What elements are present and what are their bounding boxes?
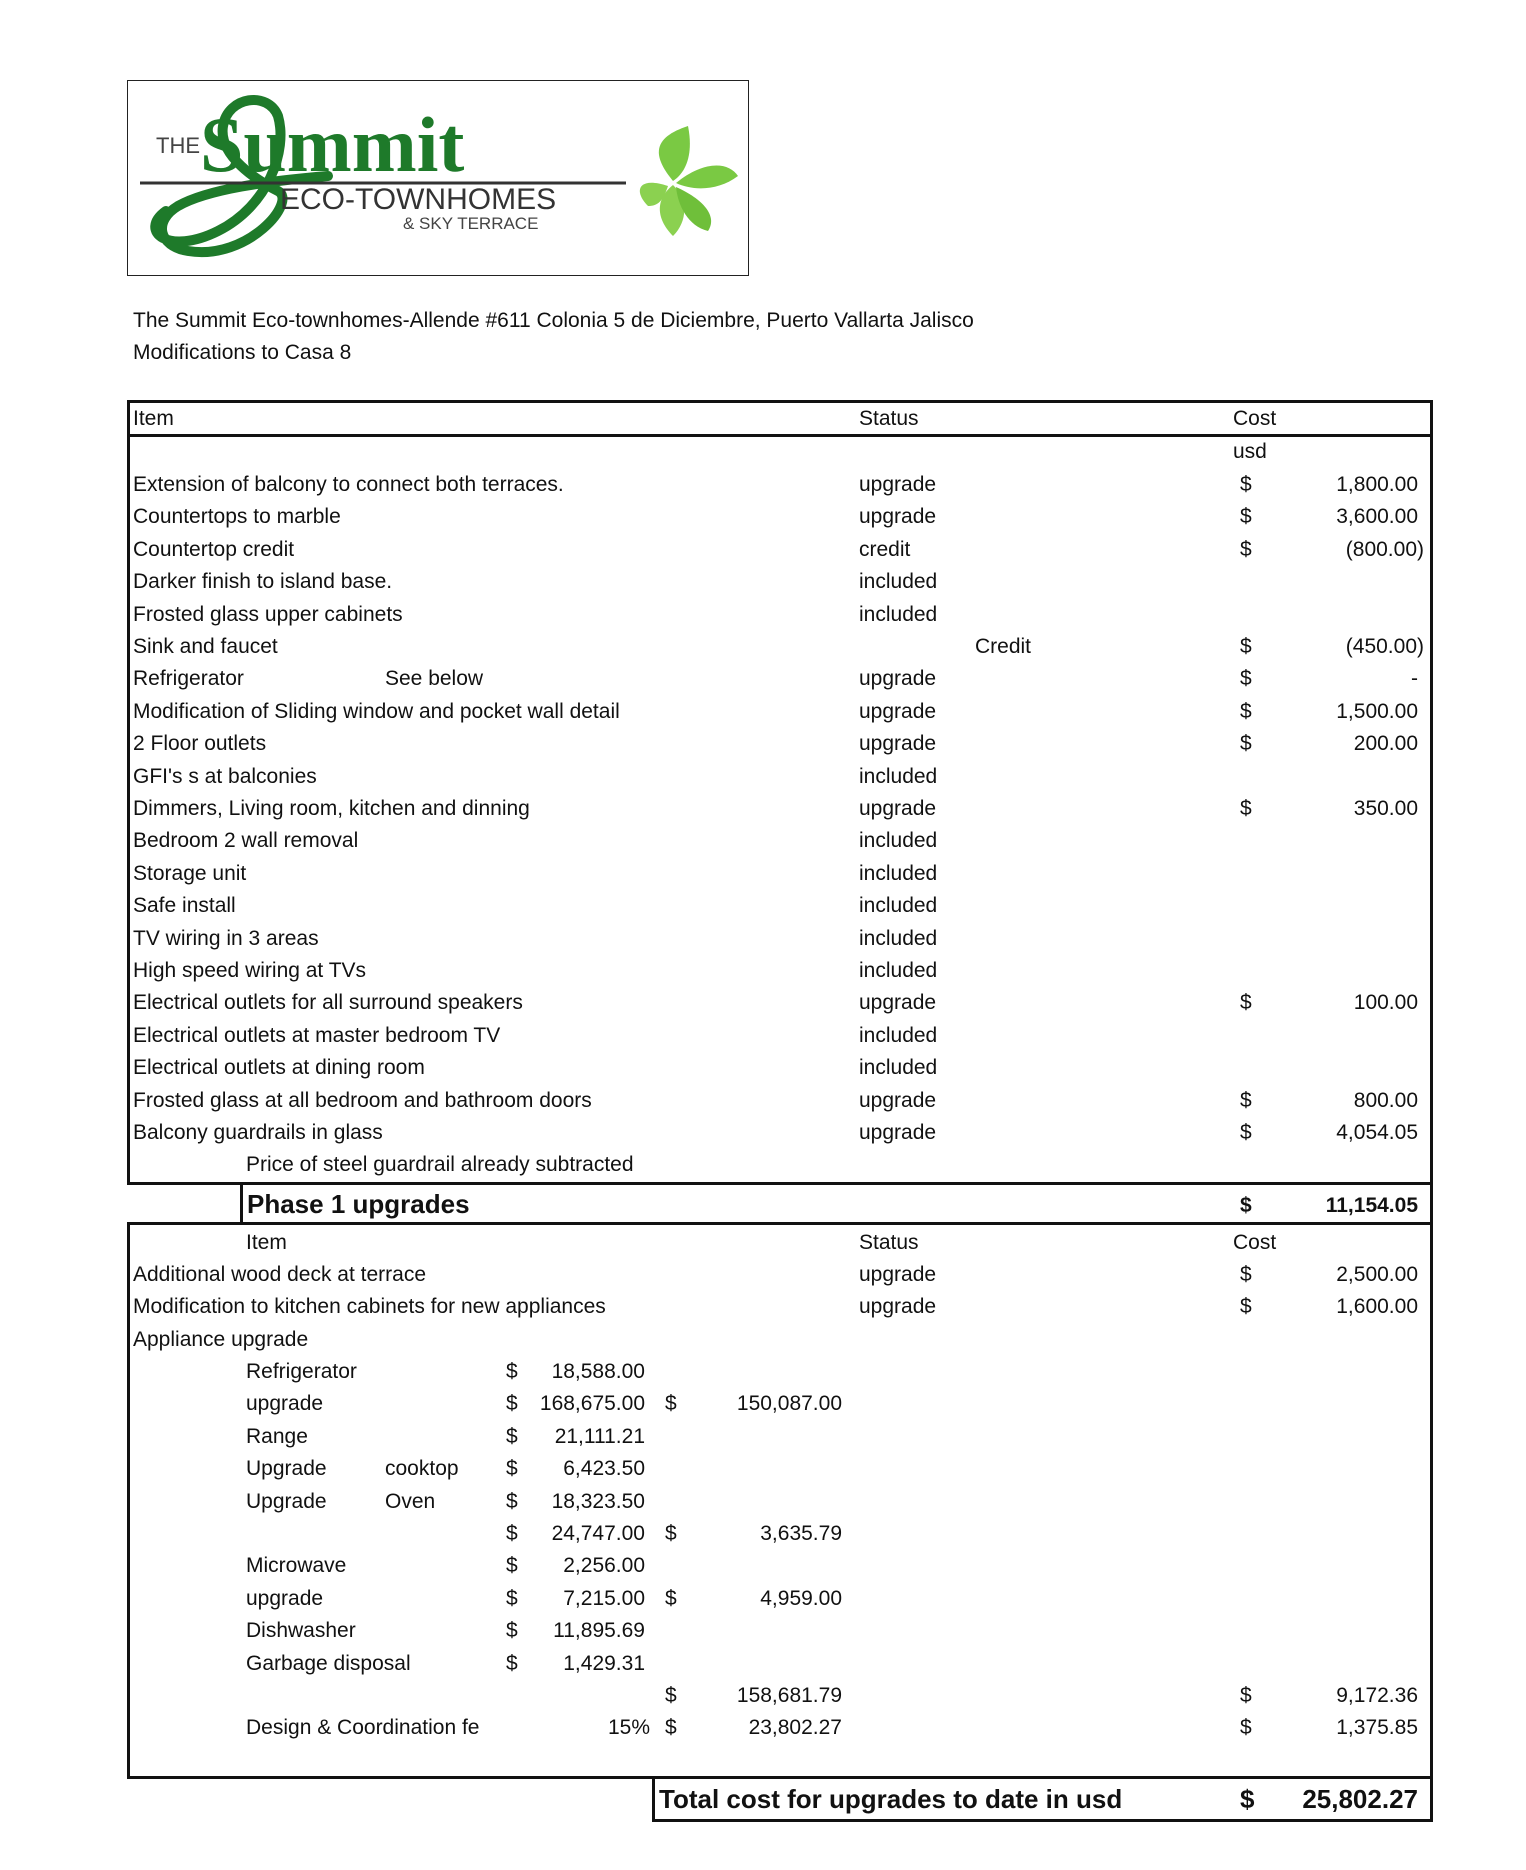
- row-currency: $: [1240, 797, 1252, 820]
- address-line: The Summit Eco-townhomes-Allende #611 Colonia 5 de Diciembre, Puerto Vallarta Jalisco: [133, 309, 974, 332]
- row-item: Balcony guardrails in glass: [133, 1121, 383, 1144]
- logo-summit: Summit: [200, 101, 465, 188]
- appliance-subtotal-amount: 158,681.79: [736, 1684, 842, 1707]
- row-item: TV wiring in 3 areas: [133, 926, 319, 950]
- appliance-price: 11,895.69: [553, 1619, 645, 1643]
- appliance-diff: 150,087.00: [736, 1392, 842, 1416]
- row-status: included: [859, 1056, 938, 1080]
- row-amount: 100.00: [1353, 991, 1418, 1015]
- row-status: included: [859, 1023, 938, 1047]
- appliance-diff: 4,959.00: [760, 1586, 842, 1610]
- appliance-cost-currency: $: [1240, 1684, 1252, 1707]
- design-fee-base-amount: 23,802.27: [748, 1716, 842, 1739]
- appliance-price: 168,675.00: [539, 1392, 645, 1416]
- row-status: included: [859, 602, 938, 626]
- appliance-price: 2,256.00: [563, 1554, 645, 1578]
- row-item: Dimmers, Living room, kitchen and dinning: [133, 797, 530, 820]
- appliance-price-currency: $: [506, 1554, 518, 1578]
- appliance-diff-currency: $: [665, 1392, 677, 1416]
- appliance-cost-amount: 9,172.36: [1336, 1684, 1418, 1707]
- row-status: included: [859, 959, 938, 982]
- appliance-name: Microwave: [246, 1554, 347, 1578]
- row-item: 2 Floor outlets: [133, 732, 267, 756]
- logo-the: THE: [156, 133, 200, 158]
- row-amount: 2,500.00: [1336, 1263, 1418, 1286]
- row-status-note: Credit: [975, 635, 1032, 658]
- cost-unit: usd: [1233, 440, 1267, 463]
- row-status: credit: [859, 537, 911, 561]
- row-status: included: [859, 861, 938, 885]
- row-currency: $: [1240, 473, 1252, 496]
- row-item: Electrical outlets for all surround speakers: [133, 991, 523, 1015]
- row-item: Modification of Sliding window and pocket wall detail: [133, 699, 620, 723]
- design-fee-label: Design & Coordination fe: [246, 1716, 480, 1739]
- row-item: Bedroom 2 wall removal: [133, 829, 359, 853]
- row-item: Frosted glass upper cabinets: [133, 602, 403, 626]
- row-item: Frosted glass at all bedroom and bathroom doors: [133, 1088, 592, 1112]
- appliance-diff: 3,635.79: [760, 1522, 842, 1545]
- appliance-name: Garbage disposal: [246, 1651, 411, 1675]
- row-item: Safe install: [133, 894, 236, 918]
- appliance-price: 18,323.50: [551, 1489, 645, 1513]
- appliance-subtype: cooktop: [385, 1457, 459, 1481]
- row-currency: $: [1240, 732, 1252, 756]
- row-status: included: [859, 894, 938, 918]
- summit-logo: [128, 81, 748, 275]
- row-currency: $: [1240, 1295, 1252, 1319]
- row-item: Darker finish to island base.: [133, 570, 393, 594]
- logo-box: [127, 80, 749, 276]
- appliance-price-currency: $: [506, 1392, 518, 1416]
- row-item: Sink and faucet: [133, 635, 278, 658]
- row-item: GFI's s at balconies: [133, 764, 317, 788]
- appliance-diff-currency: $: [665, 1522, 677, 1545]
- row-extra-note: See below: [385, 667, 484, 691]
- appliance-price: 6,423.50: [563, 1457, 645, 1481]
- design-fee-amount: 1,375.85: [1336, 1716, 1418, 1739]
- appliance-name: Upgrade: [246, 1489, 327, 1513]
- row-item: Extension of balcony to connect both terraces.: [133, 473, 564, 496]
- row-currency: $: [1240, 1263, 1252, 1286]
- row-currency: $: [1240, 505, 1252, 529]
- row-status: upgrade: [859, 991, 937, 1015]
- design-fee-percent: 15%: [607, 1716, 650, 1739]
- phase2-header-cost: Cost: [1233, 1231, 1277, 1254]
- appliance-price-currency: $: [506, 1424, 518, 1448]
- appliance-price-currency: $: [506, 1651, 518, 1675]
- row-status: included: [859, 570, 938, 594]
- row-amount: 200.00: [1353, 732, 1418, 756]
- appliance-price: 1,429.31: [563, 1651, 645, 1675]
- appliance-price: 7,215.00: [563, 1586, 645, 1610]
- row-currency: $: [1240, 1121, 1252, 1144]
- row-currency: $: [1240, 991, 1252, 1015]
- row-item: Countertop credit: [133, 537, 295, 561]
- row-amount: (450.00): [1345, 635, 1424, 658]
- document-subtitle: Modifications to Casa 8: [133, 341, 352, 364]
- row-item: High speed wiring at TVs: [133, 959, 367, 982]
- row-amount: -: [1411, 667, 1418, 691]
- logo-sky: & SKY TERRACE: [403, 214, 539, 233]
- row-item: Additional wood deck at terrace: [133, 1263, 427, 1286]
- appliance-subtotal-currency: $: [665, 1684, 677, 1707]
- row-status: upgrade: [859, 732, 937, 756]
- phase2-header-item: Item: [246, 1231, 287, 1254]
- row-status: upgrade: [859, 1263, 937, 1286]
- design-fee-base-currency: $: [665, 1716, 677, 1739]
- row-amount: 1,800.00: [1336, 473, 1418, 496]
- row-item: Electrical outlets at master bedroom TV: [133, 1023, 501, 1047]
- row-currency: $: [1240, 537, 1252, 561]
- row-amount: 1,500.00: [1336, 699, 1418, 723]
- row-item: Refrigerator: [133, 667, 244, 691]
- appliance-price-currency: $: [506, 1489, 518, 1513]
- col-header-cost: Cost: [1233, 407, 1277, 430]
- row-status: upgrade: [859, 699, 937, 723]
- appliance-name: Dishwasher: [246, 1619, 356, 1643]
- row-status: upgrade: [859, 667, 937, 691]
- row-item: Countertops to marble: [133, 505, 341, 529]
- appliance-price-currency: $: [506, 1360, 518, 1383]
- appliance-price: 24,747.00: [551, 1522, 645, 1545]
- appliance-price-currency: $: [506, 1457, 518, 1481]
- row-status: upgrade: [859, 1121, 937, 1144]
- row-status: included: [859, 829, 938, 853]
- row-amount: 800.00: [1353, 1088, 1418, 1112]
- guardrail-note: Price of steel guardrail already subtracted: [246, 1153, 634, 1176]
- appliance-name: Range: [246, 1424, 308, 1448]
- appliance-diff-currency: $: [665, 1586, 677, 1610]
- logo-eco: ECO-TOWNHOMES: [280, 183, 557, 216]
- grand-total-label: Total cost for upgrades to date in usd: [659, 1784, 1123, 1814]
- leaf-icon: [640, 126, 738, 236]
- row-amount: (800.00): [1345, 537, 1424, 561]
- grand-total-amount: 25,802.27: [1302, 1784, 1418, 1814]
- appliance-name: Upgrade: [246, 1457, 327, 1481]
- row-amount: 3,600.00: [1336, 505, 1418, 529]
- row-item: Modification to kitchen cabinets for new appliances: [133, 1295, 606, 1319]
- row-item: Appliance upgrade: [133, 1327, 309, 1351]
- row-status: upgrade: [859, 797, 937, 820]
- row-status: upgrade: [859, 1088, 937, 1112]
- row-item: Storage unit: [133, 861, 247, 885]
- row-currency: $: [1240, 699, 1252, 723]
- row-amount: 350.00: [1353, 797, 1418, 820]
- appliance-name: upgrade: [246, 1392, 324, 1416]
- row-amount: 4,054.05: [1336, 1121, 1418, 1144]
- appliance-subtype: Oven: [385, 1489, 436, 1513]
- row-status: upgrade: [859, 505, 937, 529]
- row-status: included: [859, 926, 938, 950]
- row-status: upgrade: [859, 1295, 937, 1319]
- row-status: included: [859, 764, 938, 788]
- design-fee-currency: $: [1240, 1716, 1252, 1739]
- col-header-item: Item: [133, 407, 174, 430]
- row-currency: $: [1240, 635, 1252, 658]
- appliance-price-currency: $: [506, 1586, 518, 1610]
- appliance-name: Refrigerator: [246, 1360, 357, 1383]
- appliance-name: upgrade: [246, 1586, 324, 1610]
- row-currency: $: [1240, 667, 1252, 691]
- phase1-total-label: Phase 1 upgrades: [247, 1189, 470, 1219]
- col-header-status: Status: [859, 407, 919, 430]
- phase1-total-currency: $: [1240, 1194, 1252, 1217]
- row-currency: $: [1240, 1088, 1252, 1112]
- grand-total-currency: $: [1240, 1784, 1255, 1814]
- row-item: Electrical outlets at dining room: [133, 1056, 425, 1080]
- appliance-price-currency: $: [506, 1619, 518, 1643]
- row-status: upgrade: [859, 473, 937, 496]
- phase2-header-status: Status: [859, 1231, 919, 1254]
- phase1-total-amount: 11,154.05: [1325, 1194, 1418, 1217]
- row-amount: 1,600.00: [1336, 1295, 1418, 1319]
- appliance-price: 21,111.21: [554, 1424, 645, 1448]
- appliance-price: 18,588.00: [551, 1360, 645, 1383]
- column-header-rule: [127, 434, 1433, 437]
- appliance-price-currency: $: [506, 1522, 518, 1545]
